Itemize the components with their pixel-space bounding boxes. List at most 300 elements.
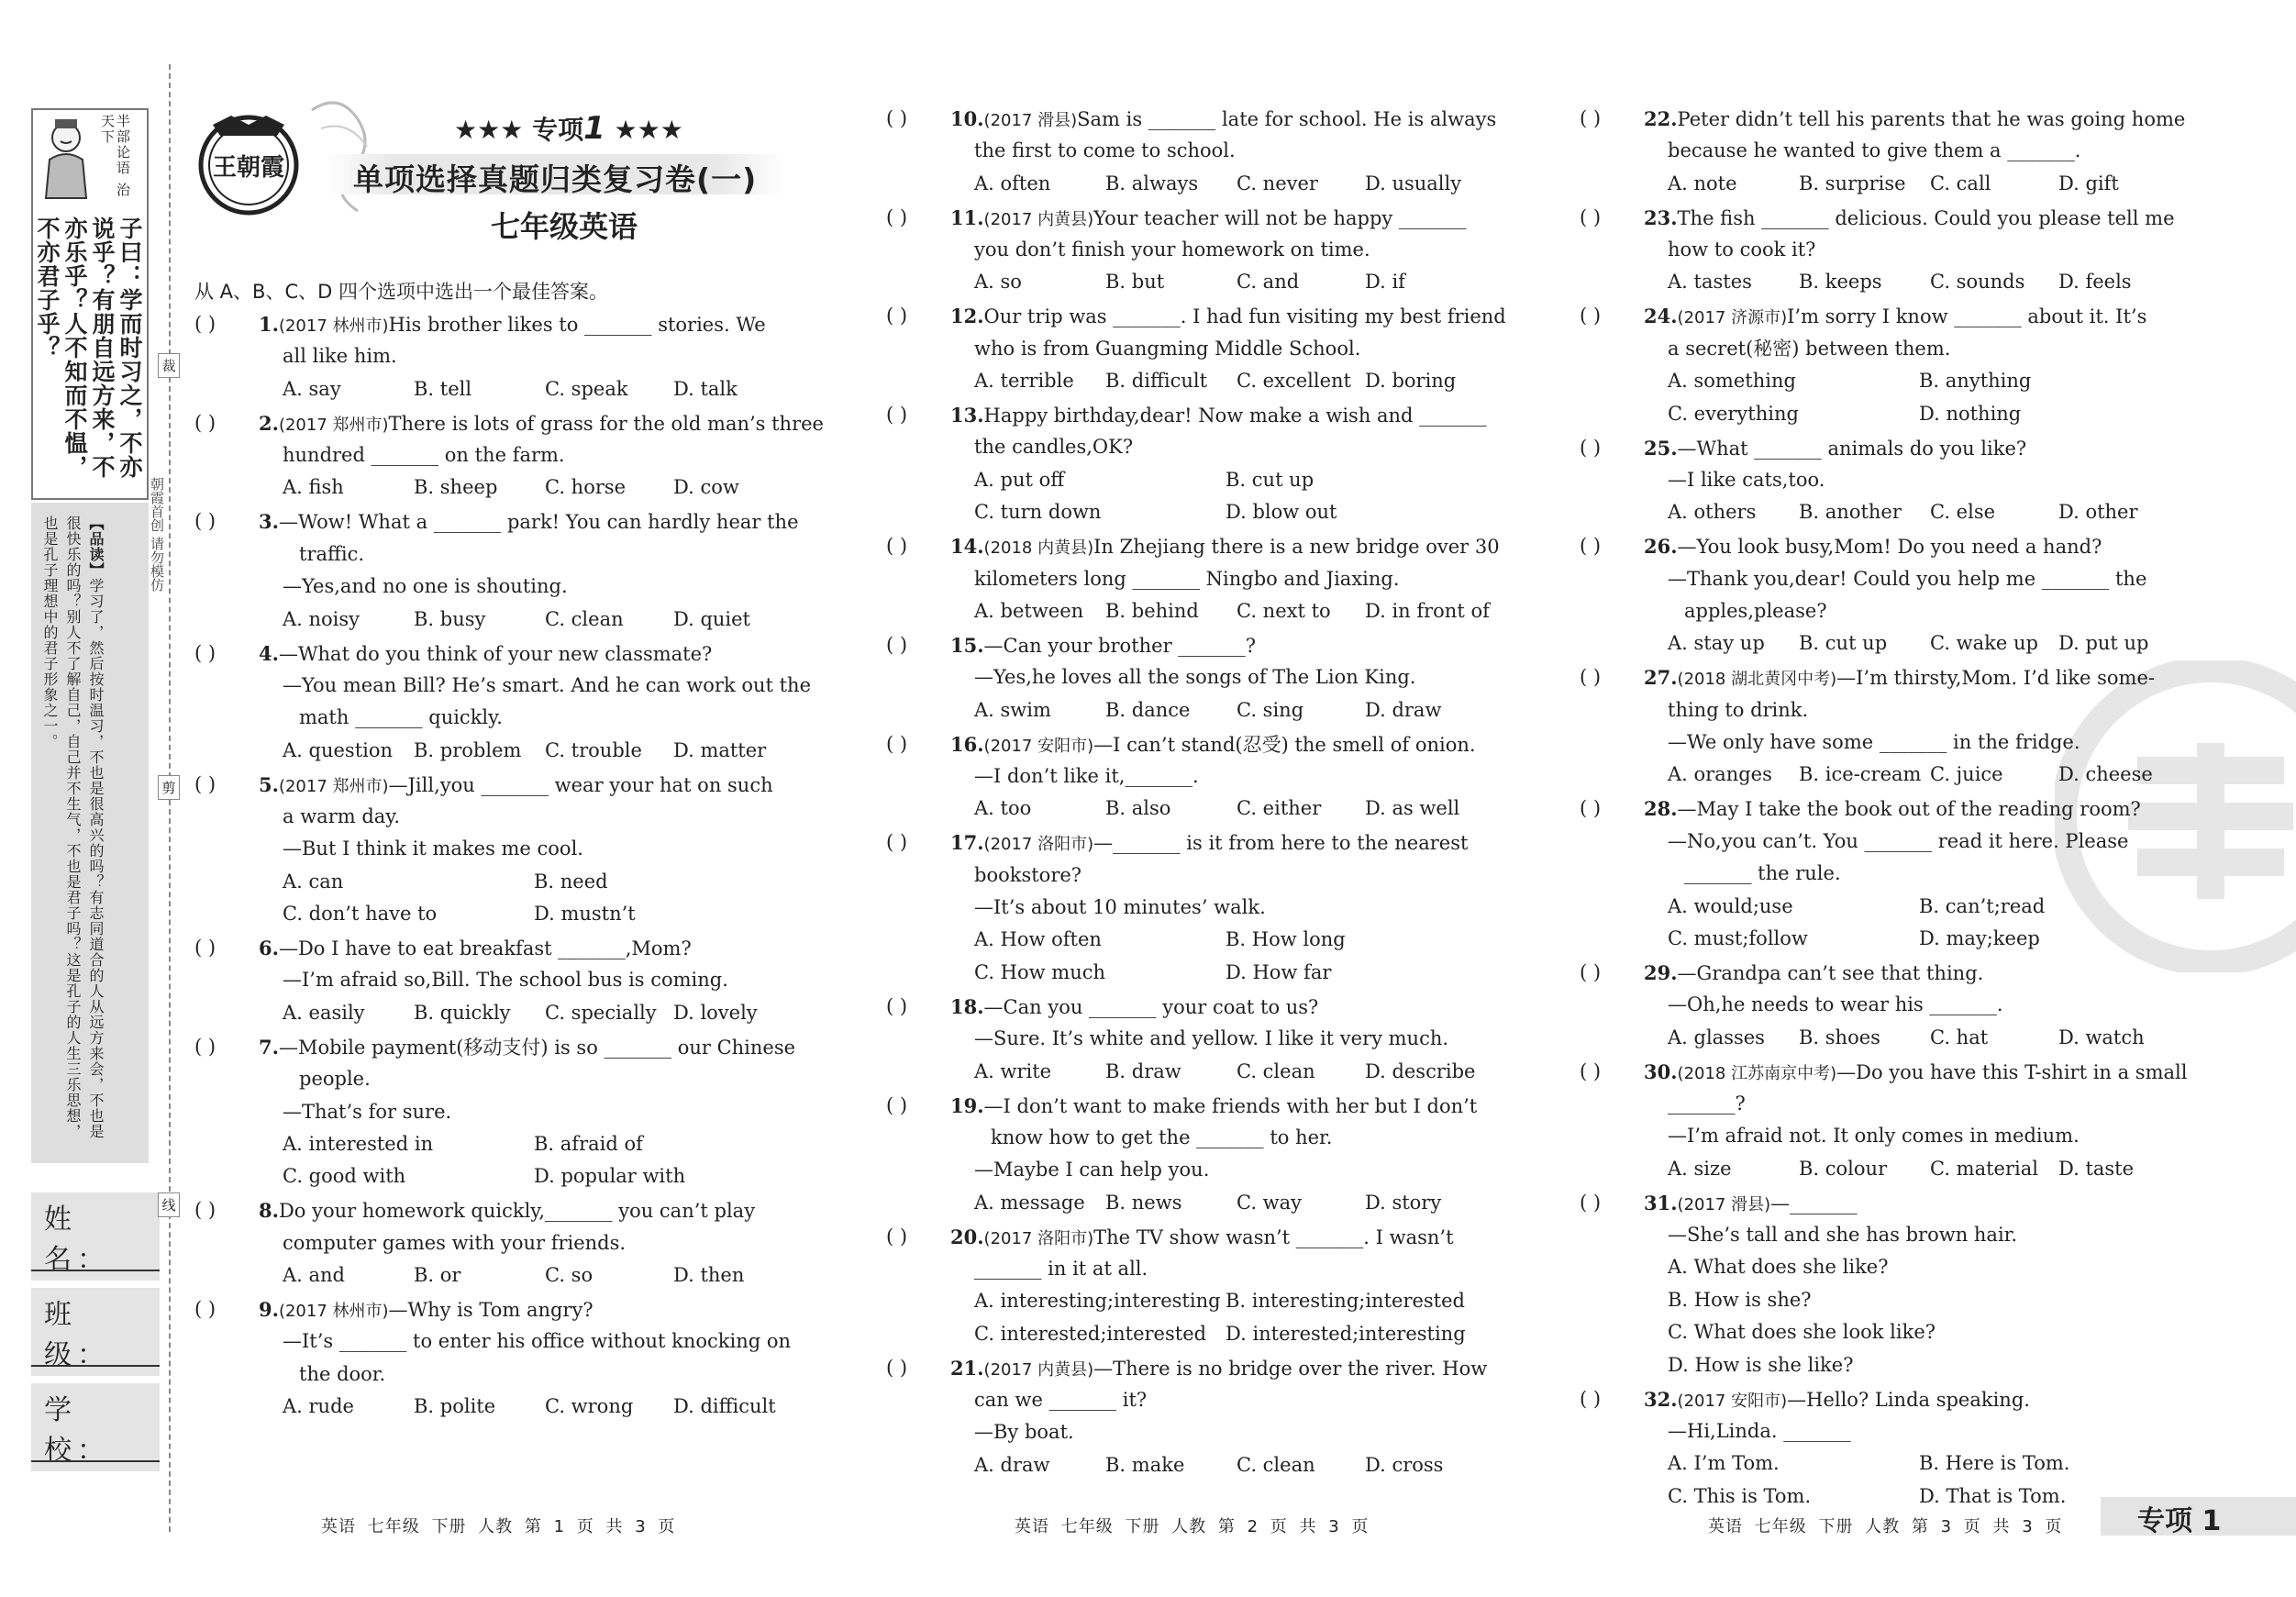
answer-option-c[interactable]: C. material xyxy=(1930,1157,2038,1180)
question-19 xyxy=(886,1090,1510,1220)
answer-option-c[interactable]: C. turn down xyxy=(974,501,1102,524)
answer-option-a[interactable]: A. easily xyxy=(283,1001,365,1024)
answer-option-c[interactable]: C. sounds xyxy=(1930,271,2025,294)
question-number: 17. xyxy=(950,831,984,855)
answer-option-d[interactable]: D. matter xyxy=(673,738,767,761)
question-text: kilometers long _______ Ningbo and Jiaxing. xyxy=(974,567,1400,590)
question-8 xyxy=(194,1194,818,1292)
answer-option-d[interactable]: D. cross xyxy=(1365,1453,1444,1476)
question-number: 6. xyxy=(259,937,279,960)
answer-option-b[interactable]: B. or xyxy=(414,1264,461,1287)
option-row xyxy=(886,464,1510,496)
question-text: Peter didn’t tell his parents that he was going home xyxy=(1677,108,2186,130)
answer-blank[interactable]: ( ) xyxy=(194,772,216,795)
answer-option-b[interactable]: B. cut up xyxy=(1799,632,1888,655)
option-row xyxy=(1580,398,2203,430)
answer-option-a[interactable]: A. can xyxy=(283,870,344,893)
answer-option-a[interactable]: A. size xyxy=(1668,1157,1732,1180)
answer-blank[interactable]: ( ) xyxy=(1580,666,1602,689)
answer-option-b[interactable]: B. tell xyxy=(414,377,472,400)
answer-option-d[interactable]: D. as well xyxy=(1365,797,1460,820)
question-text-line xyxy=(886,103,1510,135)
question-27 xyxy=(1580,661,2203,792)
answer-option-d[interactable]: D. nothing xyxy=(1919,402,2022,425)
answer-blank[interactable]: ( ) xyxy=(1580,436,1602,459)
option-row xyxy=(886,496,1510,528)
question-text: you don’t finish your homework on time. xyxy=(974,238,1370,261)
question-text-line xyxy=(886,1154,1510,1186)
question-text: I’m sorry I know _______ about it. It’s xyxy=(1787,305,2147,328)
cut-label: 剪 xyxy=(158,775,180,800)
question-text-line xyxy=(886,1253,1510,1285)
answer-option-d[interactable]: D. popular with xyxy=(534,1165,686,1188)
answer-blank[interactable]: ( ) xyxy=(886,633,908,656)
question-number: 20. xyxy=(950,1225,984,1248)
answer-option-b[interactable]: B. cut up xyxy=(1226,468,1314,491)
question-text-line xyxy=(1580,595,2203,627)
answer-option-d[interactable]: D. watch xyxy=(2058,1026,2145,1048)
answer-option-c[interactable]: C. hat xyxy=(1930,1026,1989,1048)
page-title: 单项选择真题归类复习卷(一) xyxy=(353,161,758,197)
answer-option-d[interactable]: D. lovely xyxy=(673,1001,758,1024)
answer-option-c[interactable]: C. else xyxy=(1930,501,1996,524)
motto-text: 子曰：学而时习之，不亦说乎？有朋自远方来，不亦乐乎？人不知而不愠，不亦君子乎？ xyxy=(34,216,143,479)
answer-option-b[interactable]: B. problem xyxy=(414,738,522,761)
question-text: —Hello? Linda speaking. xyxy=(1787,1388,2030,1411)
answer-option-b[interactable]: B. also xyxy=(1105,797,1171,820)
question-text-line xyxy=(194,769,818,801)
option-row xyxy=(886,1285,1510,1317)
question-number: 16. xyxy=(950,732,984,756)
option-row xyxy=(194,1160,818,1192)
answer-option-c[interactable]: C. interested;interested xyxy=(974,1322,1207,1345)
answer-option-b[interactable]: B. How is she? xyxy=(1668,1288,1812,1311)
question-number: 24. xyxy=(1644,305,1678,328)
class-field[interactable] xyxy=(31,1288,160,1383)
answer-option-b[interactable]: B. always xyxy=(1105,172,1199,194)
question-text: —I can’t stand(忍受) the smell of onion. xyxy=(1093,733,1476,756)
class-label: 班 级： xyxy=(31,1288,160,1376)
answer-option-d[interactable]: D. That is Tom. xyxy=(1919,1484,2067,1507)
answer-option-b[interactable]: B. draw xyxy=(1105,1059,1181,1082)
answer-option-d[interactable]: D. boring xyxy=(1365,370,1457,393)
answer-blank[interactable]: ( ) xyxy=(194,510,216,533)
question-text: —Do you have this T-shirt in a small xyxy=(1836,1060,2188,1083)
school-field[interactable] xyxy=(31,1383,160,1479)
question-source: (2017 济源市) xyxy=(1677,308,1788,328)
question-text-line xyxy=(194,505,818,538)
answer-option-b[interactable]: B. difficult xyxy=(1105,370,1208,393)
special-label: ★★★ 专项1 ★★★ xyxy=(454,110,683,147)
question-text-line xyxy=(886,859,1510,892)
answer-option-a[interactable]: A. something xyxy=(1668,370,1796,393)
question-text-line xyxy=(1580,432,2203,464)
question-text-line xyxy=(194,1293,818,1325)
answer-option-b[interactable]: B. busy xyxy=(414,607,486,630)
answer-option-a[interactable]: A. I’m Tom. xyxy=(1668,1452,1780,1475)
answer-option-c[interactable]: C. What does she look like? xyxy=(1668,1321,1936,1344)
answer-option-b[interactable]: B. shoes xyxy=(1799,1026,1880,1048)
answer-blank[interactable]: ( ) xyxy=(886,205,908,228)
question-source: (2018 湖北黄冈中考) xyxy=(1677,670,1837,690)
answer-blank[interactable]: ( ) xyxy=(1580,305,1602,327)
question-text-line xyxy=(886,1352,1510,1384)
answer-blank[interactable]: ( ) xyxy=(886,1093,908,1116)
answer-blank[interactable]: ( ) xyxy=(194,1298,216,1320)
answer-blank[interactable]: ( ) xyxy=(1580,205,1602,228)
answer-option-d[interactable]: D. How far xyxy=(1226,960,1332,983)
answer-option-a[interactable]: A. too xyxy=(974,797,1032,820)
name-field[interactable] xyxy=(31,1192,160,1288)
answer-option-d[interactable]: D. How is she like? xyxy=(1668,1353,1854,1376)
answer-option-c[interactable]: C. so xyxy=(545,1264,593,1287)
answer-option-a[interactable]: A. and xyxy=(283,1264,346,1287)
question-text: —What do you think of your new classmate? xyxy=(278,642,713,665)
answer-option-c[interactable]: C. never xyxy=(1237,172,1318,194)
footer-special: 专项 1 xyxy=(2137,1505,2222,1537)
answer-blank[interactable]: ( ) xyxy=(886,535,908,558)
answer-option-c[interactable]: C. and xyxy=(1237,271,1300,294)
question-2 xyxy=(194,407,824,505)
question-text-line xyxy=(886,826,1510,859)
answer-option-c[interactable]: C. wrong xyxy=(545,1395,634,1418)
answer-option-d[interactable]: D. mustn’t xyxy=(534,903,636,926)
answer-option-a[interactable]: A. put off xyxy=(974,468,1065,491)
answer-blank[interactable]: ( ) xyxy=(886,732,908,755)
answer-option-a[interactable]: A. question xyxy=(283,738,394,761)
answer-blank[interactable]: ( ) xyxy=(194,1199,216,1222)
answer-option-a[interactable]: A. rude xyxy=(283,1395,354,1418)
answer-option-b[interactable]: B. keeps xyxy=(1799,271,1882,294)
answer-option-d[interactable]: D. then xyxy=(673,1264,745,1287)
question-text: —Grandpa can’t see that thing. xyxy=(1677,961,1984,984)
question-source: (2018 江苏南京中考) xyxy=(1677,1063,1837,1083)
option-row xyxy=(194,471,818,504)
answer-option-c[interactable]: C. How much xyxy=(974,960,1106,983)
answer-option-c[interactable]: C. speak xyxy=(545,377,628,400)
question-text: people. xyxy=(299,1068,371,1091)
answer-option-c[interactable]: C. good with xyxy=(283,1165,406,1188)
question-text: —No,you can’t. You _______ read it here. Please xyxy=(1668,829,2129,852)
question-text: Our trip was _______. I had fun visiting my best friend xyxy=(983,305,1506,328)
answer-option-b[interactable]: B. ice-cream xyxy=(1799,763,1922,786)
answer-option-c[interactable]: C. everything xyxy=(1668,402,1799,425)
question-18 xyxy=(886,991,1510,1088)
answer-option-b[interactable]: B. Here is Tom. xyxy=(1919,1452,2070,1475)
question-text-line xyxy=(886,629,1510,661)
answer-option-a[interactable]: A. tastes xyxy=(1668,271,1752,294)
answer-blank[interactable]: ( ) xyxy=(194,937,216,959)
option-row xyxy=(1580,1153,2203,1185)
option-row xyxy=(194,604,818,636)
answer-option-a[interactable]: A. How often xyxy=(974,928,1102,951)
option-row xyxy=(886,266,1510,298)
answer-blank[interactable]: ( ) xyxy=(1580,960,1602,983)
answer-option-a[interactable]: A. say xyxy=(283,377,341,400)
question-text-line xyxy=(194,964,818,996)
question-32 xyxy=(1580,1383,2203,1514)
answer-option-b[interactable]: B. colour xyxy=(1799,1157,1888,1180)
answer-option-b[interactable]: B. interesting;interested xyxy=(1226,1290,1465,1313)
question-text: —Hi,Linda. _______ xyxy=(1668,1419,1851,1442)
question-text: —Can you _______ your coat to us? xyxy=(983,995,1319,1018)
answer-option-c[interactable]: C. clean xyxy=(1237,1059,1315,1082)
answer-blank[interactable]: ( ) xyxy=(886,831,908,854)
answer-blank[interactable]: ( ) xyxy=(1580,107,1602,129)
question-text-line xyxy=(886,1090,1510,1122)
option-row xyxy=(1580,1022,2203,1054)
answer-blank[interactable]: ( ) xyxy=(1580,535,1602,558)
answer-blank[interactable]: ( ) xyxy=(1580,797,1602,820)
question-text-line xyxy=(886,399,1510,431)
answer-option-d[interactable]: D. talk xyxy=(673,377,738,400)
answer-option-d[interactable]: D. story xyxy=(1365,1191,1442,1214)
answer-option-c[interactable]: C. way xyxy=(1237,1191,1303,1214)
question-text: —Yes,he loves all the songs of The Lion King. xyxy=(974,666,1416,689)
question-source: (2017 滑县) xyxy=(983,111,1078,130)
answer-option-b[interactable]: B. quickly xyxy=(414,1001,511,1024)
answer-option-d[interactable]: D. usually xyxy=(1365,172,1462,194)
answer-option-a[interactable]: A. note xyxy=(1668,172,1737,194)
question-25 xyxy=(1580,432,2203,529)
answer-option-b[interactable]: B. polite xyxy=(414,1395,496,1418)
question-text-line xyxy=(886,728,1510,760)
option-row xyxy=(886,1056,1510,1088)
question-text: —What _______ animals do you like? xyxy=(1677,437,2027,460)
answer-option-a[interactable]: A. oranges xyxy=(1668,763,1772,786)
question-text-line xyxy=(194,801,818,833)
confucius-illustration-icon xyxy=(37,114,95,202)
answer-blank[interactable]: ( ) xyxy=(194,313,216,335)
answer-option-b[interactable]: B. anything xyxy=(1919,370,2032,393)
question-text: —Do I have to eat breakfast _______,Mom? xyxy=(278,937,692,960)
answer-option-b[interactable]: B. behind xyxy=(1105,599,1199,622)
answer-option-d[interactable]: D. interested;interesting xyxy=(1226,1322,1466,1345)
answer-option-b[interactable]: B. make xyxy=(1105,1453,1185,1476)
question-text-line xyxy=(1580,1120,2203,1152)
answer-option-d[interactable]: D. in front of xyxy=(1365,599,1490,622)
question-text: traffic. xyxy=(299,542,365,565)
question-15 xyxy=(886,629,1510,726)
answer-option-c[interactable]: C. This is Tom. xyxy=(1668,1484,1812,1507)
answer-option-b[interactable]: B. How long xyxy=(1226,928,1346,951)
question-text-line xyxy=(1580,793,2203,825)
answer-option-a[interactable]: A. between xyxy=(974,599,1084,622)
answer-option-a[interactable]: A. swim xyxy=(974,698,1051,721)
question-number: 31. xyxy=(1644,1191,1678,1214)
answer-option-c[interactable]: C. clean xyxy=(1237,1453,1315,1476)
answer-option-c[interactable]: C. specially xyxy=(545,1001,657,1024)
option-row xyxy=(886,793,1510,825)
name-line xyxy=(31,1270,160,1271)
answer-option-d[interactable]: D. if xyxy=(1365,271,1405,294)
answer-blank[interactable]: ( ) xyxy=(886,305,908,327)
question-text-line xyxy=(886,563,1510,595)
question-text-line xyxy=(194,407,824,439)
question-text: —We only have some _______ in the fridge. xyxy=(1668,731,2080,754)
answer-option-b[interactable]: B. surprise xyxy=(1799,172,1906,194)
question-source: (2017 林州市) xyxy=(278,316,389,336)
answer-option-c[interactable]: C. trouble xyxy=(545,738,642,761)
answer-blank[interactable]: ( ) xyxy=(194,411,216,434)
answer-blank[interactable]: ( ) xyxy=(886,107,908,129)
answer-option-b[interactable]: B. need xyxy=(534,870,608,893)
question-text: —I’m thirsty,Mom. I’d like some- xyxy=(1836,667,2155,690)
question-number: 23. xyxy=(1644,205,1678,229)
motto-box xyxy=(31,108,149,500)
question-text: —I’m afraid not. It only comes in medium. xyxy=(1668,1125,2080,1148)
question-text-line xyxy=(1580,300,2203,332)
question-text: —I don’t like it,_______. xyxy=(974,764,1199,787)
option-row xyxy=(886,365,1510,397)
question-7 xyxy=(194,1031,818,1193)
answer-option-d[interactable]: D. may;keep xyxy=(1919,926,2040,949)
answer-option-d[interactable]: D. quiet xyxy=(673,607,750,630)
answer-option-d[interactable]: D. put up xyxy=(2058,632,2149,655)
answer-option-d[interactable]: D. cow xyxy=(673,476,739,499)
answer-option-d[interactable]: D. difficult xyxy=(673,1395,776,1418)
answer-option-a[interactable]: A. would;use xyxy=(1668,894,1793,917)
question-number: 32. xyxy=(1644,1387,1678,1411)
answer-option-a[interactable]: A. often xyxy=(974,172,1051,194)
question-text: how to cook it? xyxy=(1668,238,1816,261)
answer-option-c[interactable]: C. excellent xyxy=(1237,370,1351,393)
option-row xyxy=(886,1187,1510,1219)
answer-option-a[interactable]: A. others xyxy=(1668,501,1757,524)
question-text-line xyxy=(194,308,818,340)
answer-option-d[interactable]: D. gift xyxy=(2058,172,2119,194)
answer-option-b[interactable]: B. can’t;read xyxy=(1919,894,2046,917)
answer-option-b[interactable]: B. afraid of xyxy=(534,1132,643,1155)
answer-option-b[interactable]: B. news xyxy=(1105,1191,1182,1214)
question-text-line xyxy=(1580,234,2203,266)
answer-option-a[interactable]: A. fish xyxy=(283,476,344,499)
question-text: a secret(秘密) between them. xyxy=(1668,337,1951,360)
answer-option-a[interactable]: A. so xyxy=(974,271,1022,294)
answer-option-a[interactable]: A. draw xyxy=(974,1453,1050,1476)
question-text-line xyxy=(1580,202,2203,234)
answer-option-a[interactable]: A. interesting;interesting xyxy=(974,1290,1221,1313)
answer-option-b[interactable]: B. sheep xyxy=(414,476,498,499)
question-text: Happy birthday,dear! Now make a wish and _______ xyxy=(983,405,1487,427)
answer-option-d[interactable]: D. draw xyxy=(1365,698,1442,721)
answer-blank[interactable]: ( ) xyxy=(886,1225,908,1248)
answer-option-c[interactable]: C. juice xyxy=(1930,763,2003,786)
question-12 xyxy=(886,300,1510,397)
answer-blank[interactable]: ( ) xyxy=(1580,1191,1602,1214)
question-13 xyxy=(886,399,1510,529)
reading-box xyxy=(31,503,149,1163)
question-text: —Wow! What a _______ park! You can hardly hear the xyxy=(278,511,799,534)
question-source: (2017 滑县) xyxy=(1677,1194,1771,1214)
question-text: —Can your brother _______? xyxy=(983,634,1257,657)
question-17 xyxy=(886,826,1510,989)
answer-option-c[interactable]: C. clean xyxy=(545,607,624,630)
answer-option-c[interactable]: C. must;follow xyxy=(1668,926,1808,949)
answer-option-a[interactable]: A. write xyxy=(974,1059,1052,1082)
answer-option-d[interactable]: D. blow out xyxy=(1226,501,1337,524)
question-number: 30. xyxy=(1644,1059,1678,1083)
answer-blank[interactable]: ( ) xyxy=(886,404,908,427)
question-23 xyxy=(1580,202,2203,299)
cut-label: 裁 xyxy=(158,353,180,378)
answer-blank[interactable]: ( ) xyxy=(886,1356,908,1379)
question-text: computer games with your friends. xyxy=(283,1231,627,1254)
question-text-line xyxy=(194,1227,818,1259)
answer-option-d[interactable]: D. describe xyxy=(1365,1059,1476,1082)
answer-option-c[interactable]: C. sing xyxy=(1237,698,1304,721)
answer-option-a[interactable]: A. terrible xyxy=(974,370,1074,393)
answer-option-c[interactable]: C. either xyxy=(1237,797,1322,820)
question-text: —_______ xyxy=(1770,1192,1858,1214)
answer-option-a[interactable]: A. message xyxy=(974,1191,1085,1214)
name-label: 姓 名： xyxy=(31,1192,160,1281)
question-text: Your teacher will not be happy _______ xyxy=(1093,206,1467,229)
option-row xyxy=(1580,1316,2203,1348)
answer-option-b[interactable]: B. but xyxy=(1105,271,1165,294)
question-26 xyxy=(1580,530,2203,660)
answer-blank[interactable]: ( ) xyxy=(1580,1387,1602,1410)
question-text-line xyxy=(886,530,1510,562)
question-number: 28. xyxy=(1644,797,1678,821)
answer-option-b[interactable]: B. dance xyxy=(1105,698,1191,721)
question-source: (2017 内黄县) xyxy=(983,209,1094,229)
option-row xyxy=(1580,365,2203,397)
question-4 xyxy=(194,638,818,768)
answer-option-d[interactable]: D. other xyxy=(2058,501,2138,524)
question-text-line xyxy=(1580,661,2203,693)
answer-option-c[interactable]: C. next to xyxy=(1237,599,1331,622)
question-text: —There is no bridge over the river. How xyxy=(1093,1357,1488,1380)
option-row xyxy=(1580,759,2203,791)
answer-blank[interactable]: ( ) xyxy=(1580,1059,1602,1082)
question-text: a warm day. xyxy=(283,804,401,827)
option-row xyxy=(194,1259,818,1292)
answer-blank[interactable]: ( ) xyxy=(194,1035,216,1058)
answer-option-a[interactable]: A. stay up xyxy=(1668,632,1765,655)
option-row xyxy=(194,373,818,405)
answer-option-b[interactable]: B. another xyxy=(1799,501,1902,524)
question-number: 7. xyxy=(259,1035,279,1059)
answer-option-c[interactable]: C. wake up xyxy=(1930,632,2038,655)
answer-option-a[interactable]: A. What does she like? xyxy=(1668,1256,1889,1279)
question-16 xyxy=(886,728,1510,826)
question-number: 19. xyxy=(950,1093,984,1117)
answer-option-a[interactable]: A. noisy xyxy=(283,607,360,630)
answer-option-a[interactable]: A. glasses xyxy=(1668,1026,1765,1048)
answer-option-d[interactable]: D. feels xyxy=(2058,271,2132,294)
answer-option-c[interactable]: C. don’t have to xyxy=(283,903,438,926)
question-text: —I’m afraid so,Bill. The school bus is coming. xyxy=(283,969,728,992)
question-text-line xyxy=(194,439,818,471)
answer-option-d[interactable]: D. cheese xyxy=(2058,763,2153,786)
answer-option-a[interactable]: A. interested in xyxy=(283,1132,434,1155)
option-row xyxy=(886,595,1510,627)
answer-blank[interactable]: ( ) xyxy=(886,994,908,1017)
question-text-line xyxy=(1580,333,2203,365)
question-text-line xyxy=(194,932,818,964)
question-text-line xyxy=(194,1194,818,1226)
question-11 xyxy=(886,202,1510,299)
answer-option-c[interactable]: C. call xyxy=(1930,172,1991,194)
answer-option-c[interactable]: C. horse xyxy=(545,476,627,499)
question-number: 18. xyxy=(950,994,984,1018)
question-source: (2017 安阳市) xyxy=(1677,1391,1788,1411)
question-text: —Oh,he needs to wear his _______. xyxy=(1668,993,2003,1016)
answer-blank[interactable]: ( ) xyxy=(194,641,216,664)
answer-option-d[interactable]: D. taste xyxy=(2058,1157,2135,1180)
question-text-line xyxy=(886,234,1510,266)
